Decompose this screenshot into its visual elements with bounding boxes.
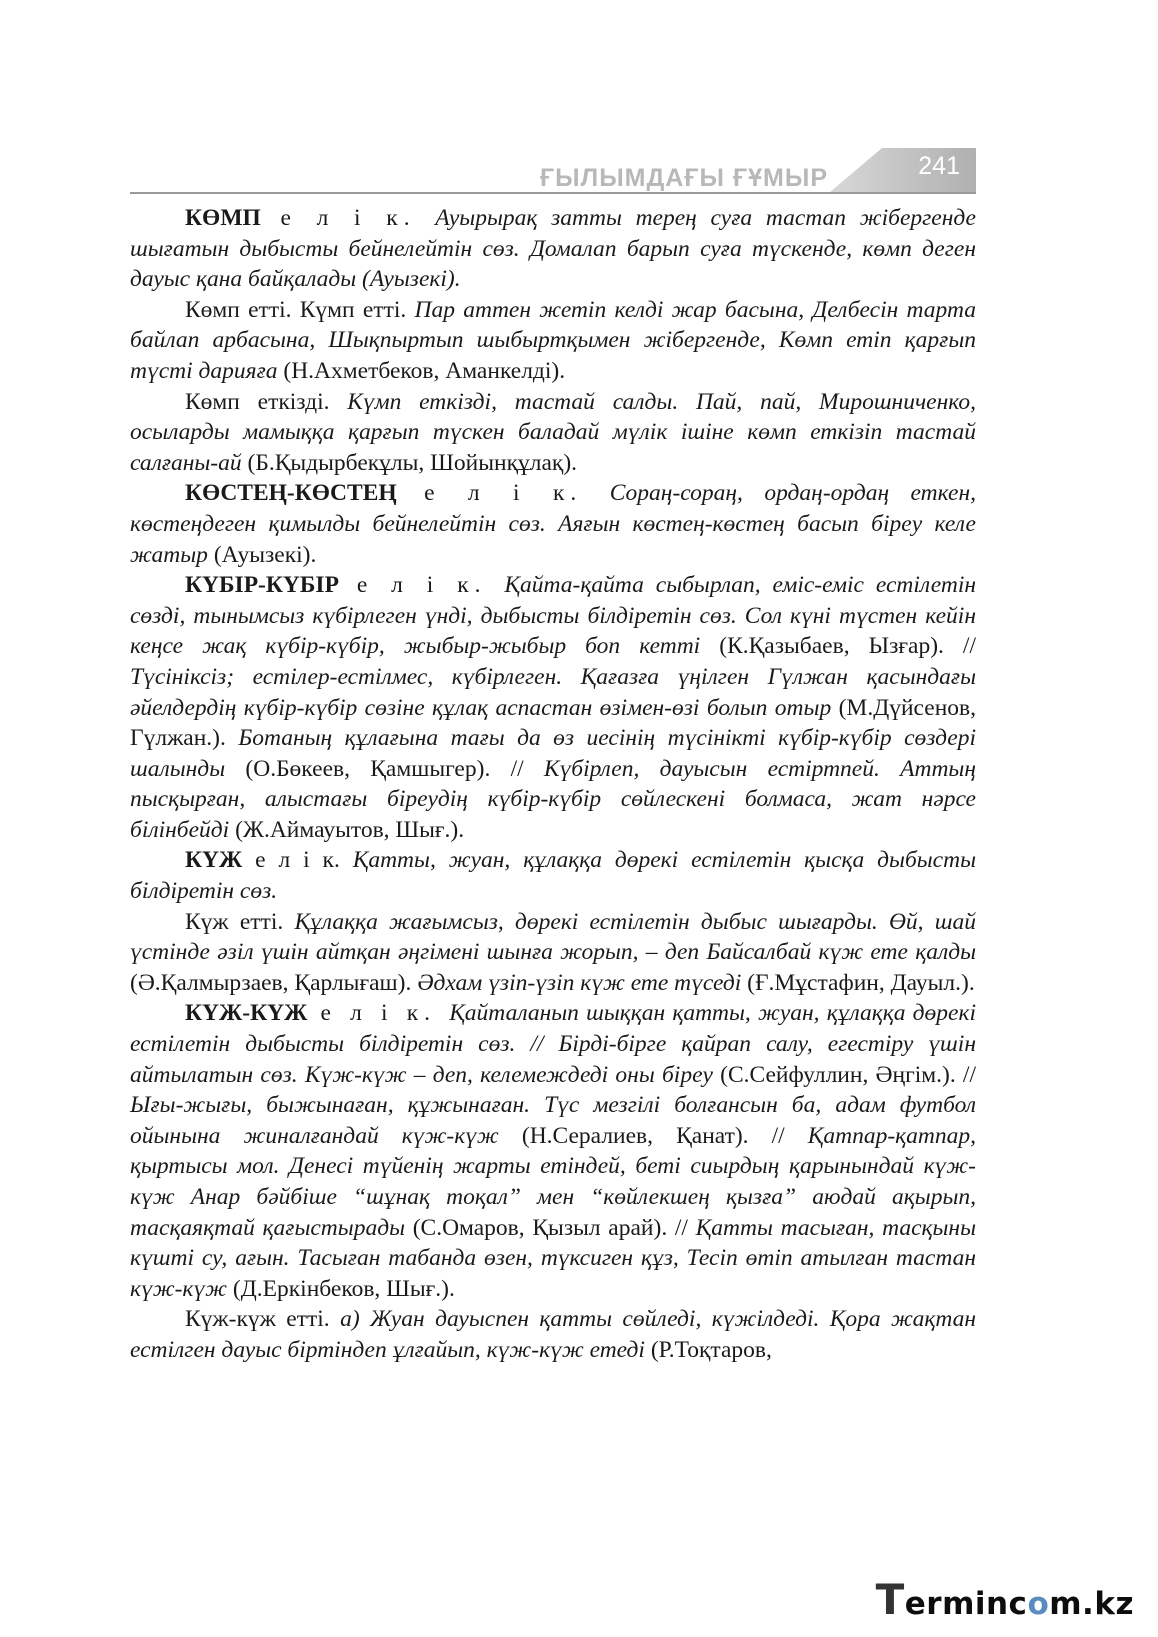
definition-text: Сорaң-сорaң, ордаң-ордаң еткен, көстеңдеген қимылды бейнелейтін сөз. Аяғын көстең-көстең басып біреу келе жатыр [130, 480, 976, 568]
running-header [130, 148, 976, 198]
definition-text: Қайталанып шыққан қатты, жуан, құлаққа дөрекі естілетін дыбысты білдіретін сөз. // Бірді-бірге қайрап салу, егестіру үшін айтылатын сөз. Күж-күж – деп, келемеждеді оны біреу [130, 1000, 977, 1088]
text-run: (К.Қазыбаев, Ызғар). // [700, 633, 976, 660]
definition-text: а) Жуан дауыспен қатты сөйледі, күжілдеді. Қора жақтан естілген дауыс біртіндеп ұлғайып, күж-күж етеді [130, 1306, 977, 1363]
text-run: е л і к. [242, 847, 353, 874]
definition-text: Қатпар-қатпар, қыртысы мол. Денесі түйенің жарты етіндей, беті сиырдың қарынындай күж-күж Анар бәйбіше “шұнақ тоқал” мен “көйлекшең қызға” аюдай ақырып, тасқаяқтай қағыстырады [130, 1122, 977, 1241]
text-run: Көмп еткізді. [185, 388, 348, 415]
dictionary-paragraph [130, 998, 976, 1304]
headword: КӨМП [185, 205, 261, 231]
definition-text: Ботаның құлағына тағы да өз иесінің түсінікті күбір-күбір сөздері шалынды [130, 725, 976, 782]
text-run: Күж етті. [185, 908, 295, 935]
headword: КҮБІР-КҮБІР [185, 572, 339, 599]
definition-text: Ығы-жығы, быжынаған, құжынаған. Түс мезгілі болғансын ба, адам футбол ойынына жиналғандай күж-күж [130, 1092, 976, 1149]
header-title: ҒЫЛЫМДАҒЫ ҒҰМЫР [540, 164, 828, 192]
definition-text: Қатты тасыған, тасқыны күшті су, ағын. Тасыған табанда өзен, түксиген құз, Тесіп өтіп атылған тастан күж-күж [130, 1214, 976, 1302]
text-run: (Б.Қыдырбекұлы, Шойынқұлақ). [241, 449, 578, 476]
text-run: (С.Сейфуллин, Әңгім.). // [712, 1061, 976, 1088]
dictionary-paragraph [130, 203, 976, 295]
text-run: (О.Бөкеев, Қамшыгер). // [225, 755, 544, 782]
watermark-first: T [875, 1575, 905, 1624]
text-run: (Р.Тоқтаров, [644, 1336, 772, 1363]
text-run: (Ә.Қалмырзаев, Қарлығаш). [130, 969, 418, 996]
site-watermark [875, 1575, 1134, 1624]
text-run: (Ауызекі). [207, 541, 317, 568]
definition-text: Ауырырақ затты терең суға тастап жібергенде шығатын дыбысты бейнелейтін сөз. Домалап барып суға түскенде, көмп деген дауыс қана байқалады (Ауызекі). [130, 205, 976, 293]
page-number: 241 [918, 152, 960, 180]
definition-text: Әдхам үзіп-үзіп күж ете түседі [417, 969, 742, 996]
text-run: (Ж.Аймауытов, Шығ.). [229, 816, 465, 843]
text-run: е л і к. [338, 572, 505, 599]
headword: КҮЖ [185, 847, 243, 874]
dictionary-paragraph [130, 478, 976, 570]
text-run: е л і к. [260, 205, 436, 231]
dictionary-paragraph [130, 907, 976, 999]
watermark-o: o [1027, 1586, 1050, 1622]
text-run: Күж-күж етті. [185, 1306, 341, 1333]
text-run: Көмп етті. Күмп етті. [185, 296, 415, 323]
dictionary-paragraph [130, 387, 976, 479]
dictionary-paragraph [130, 295, 976, 387]
watermark-part2: m.kz [1049, 1586, 1134, 1622]
watermark-part1: erminc [904, 1586, 1028, 1622]
text-run: е л і к. [307, 1000, 450, 1027]
dictionary-text [130, 203, 976, 1366]
dictionary-paragraph [130, 570, 976, 845]
text-run: (Ғ.Мұстафин, Дауыл.). [741, 969, 975, 996]
definition-text: Құлаққа жағымсыз, дөрекі естілетін дыбыс шығарды. Өй, шай үстінде әзіл үшін айтқан әңгімені шынға жорып, – деп Байсалбай күж ете қалды [130, 908, 977, 966]
definition-text: Күмп еткізді, тастай салды. Пай, пай, Мирошниченко, осыларды мамыққа қарғып түскен баладай мүлік ішіне көмп еткізіп тастай салғаны-ай [130, 388, 976, 476]
dictionary-paragraph [130, 845, 976, 906]
headword: КҮЖ-КҮЖ [185, 1000, 308, 1027]
text-run: (Н.Сералиев, Қанат). // [498, 1122, 808, 1149]
dictionary-paragraph [130, 1304, 976, 1365]
text-run: е л і к. [396, 480, 610, 507]
text-run: (С.Омаров, Қызыл арай). // [405, 1214, 696, 1241]
text-run: (Н.Ахметбеков, Аманкелді). [277, 357, 566, 384]
definition-text: Пар аттен жетіп келді жар басына, Делбесін тарта байлап арбасына, Шықпыртып шыбыртқымен жібергенде, Көмп етіп қарғып түсті дарияға [130, 296, 976, 384]
header-rule [130, 192, 976, 194]
definition-text: Түсініксіз; естілер-естілмес, күбірлеген. Қағазға үңілген Гүлжан қасындағы әйелдердің күбір-күбір сөзіне құлақ аспастан өзімен-өзі болып отыр [130, 663, 976, 721]
headword: КӨСТЕҢ-КӨСТЕҢ [185, 480, 397, 507]
text-run: (М.Дүйсенов, Гүлжан.). [130, 694, 976, 752]
definition-text: Қайта-қайта сыбырлап, еміс-еміс естілетін сөзді, тынымсыз күбірлеген үнді, дыбысты білдіретін сөз. Сол күні түстен кейін кеңсе жақ күбір-күбір, жыбыр-жыбыр боп кетті [130, 572, 977, 660]
definition-text: Қатты, жуан, құлаққа дөрекі естілетін қысқа дыбысты білдіретін сөз. [130, 847, 976, 905]
text-run: (Д.Еркінбеков, Шығ.). [227, 1275, 455, 1302]
definition-text: Күбірлеп, дауысын естіртпей. Аттың пысқырған, алыстағы біреудің күбір-күбір сөйлескені болмаса, жат нәрсе білінбейді [130, 755, 976, 843]
